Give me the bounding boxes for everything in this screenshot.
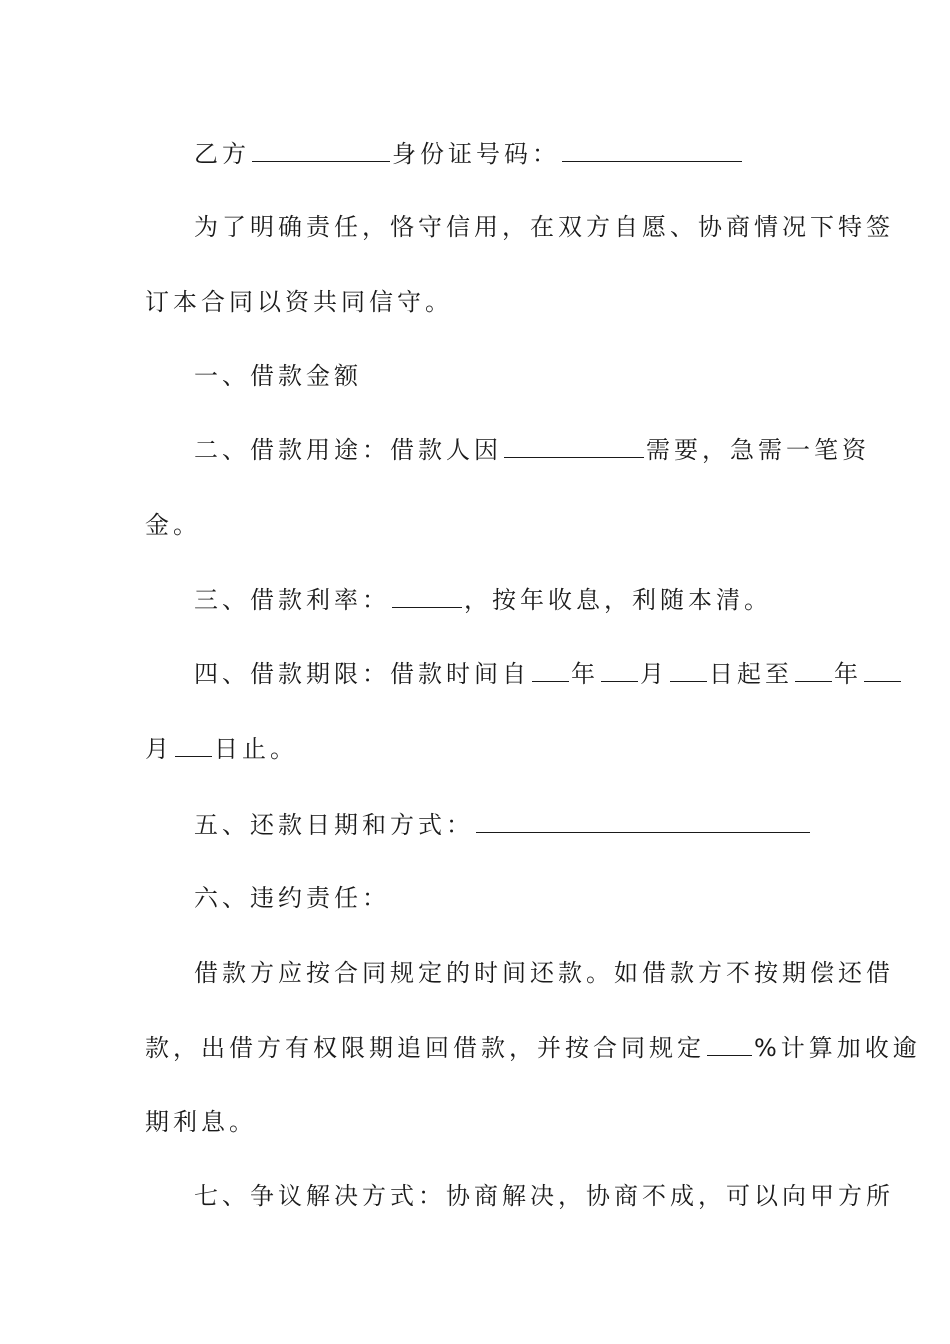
clause-5-prefix: 五、还款日期和方式：: [194, 811, 474, 839]
clause-3-suffix: ，按年收息，利随本清。: [464, 586, 772, 614]
clause-4-line-1: [194, 654, 903, 694]
intro-line-1: 为了明确责任，恪守信用，在双方自愿、协商情况下特签: [194, 213, 894, 241]
clause-2-prefix: 二、借款用途：借款人因: [194, 436, 502, 464]
clause-4-line-2: [145, 729, 298, 769]
end-day-blank: [175, 730, 212, 757]
clause-5-line: [194, 805, 812, 845]
party-b-line: [194, 134, 744, 174]
clause-7-line-1: 七、争议解决方式：协商解决，协商不成，可以向甲方所: [194, 1182, 894, 1210]
intro-line-2: 订本合同以资共同信守。: [145, 288, 453, 316]
clause-2-line-2: 金。: [145, 511, 201, 539]
clause-6-line-2-prefix: 款，出借方有权限期追回借款，并按合同规定: [145, 1034, 705, 1062]
party-b-name-blank: [252, 135, 390, 162]
party-b-label: 乙方: [194, 140, 250, 168]
clause-2-suffix: 需要，急需一笔资: [646, 436, 870, 464]
id-number-blank: [562, 135, 742, 162]
interest-rate-blank: [392, 581, 462, 608]
repayment-method-blank: [476, 806, 810, 833]
clause-1-title: 一、借款金额: [194, 362, 362, 390]
clause-2-line-1: [194, 430, 870, 470]
end-year-label: 年: [834, 660, 862, 688]
end-month-label: 月: [145, 735, 173, 763]
clause-6-line-2-suffix: %计算加收逾: [754, 1034, 921, 1062]
clause-6-line-2: [145, 1028, 921, 1068]
start-month-blank: [601, 655, 638, 682]
loan-purpose-blank: [504, 431, 644, 458]
end-day-label: 日止。: [214, 735, 298, 763]
clause-6-line-1: 借款方应按合同规定的时间还款。如借款方不按期偿还借: [194, 959, 894, 987]
start-year-blank: [532, 655, 569, 682]
clause-3-prefix: 三、借款利率：: [194, 586, 390, 614]
clause-6-line-3: 期利息。: [145, 1108, 257, 1136]
start-year-label: 年: [571, 660, 599, 688]
start-day-label: 日起至: [709, 660, 793, 688]
end-month-blank: [864, 655, 901, 682]
clause-4-prefix: 四、借款期限：借款时间自: [194, 660, 530, 688]
id-number-label: 身份证号码：: [392, 140, 560, 168]
penalty-percent-blank: [707, 1029, 752, 1056]
start-month-label: 月: [640, 660, 668, 688]
clause-6-title: 六、违约责任：: [194, 884, 390, 912]
end-year-blank: [795, 655, 832, 682]
start-day-blank: [670, 655, 707, 682]
clause-3-line: [194, 580, 772, 620]
